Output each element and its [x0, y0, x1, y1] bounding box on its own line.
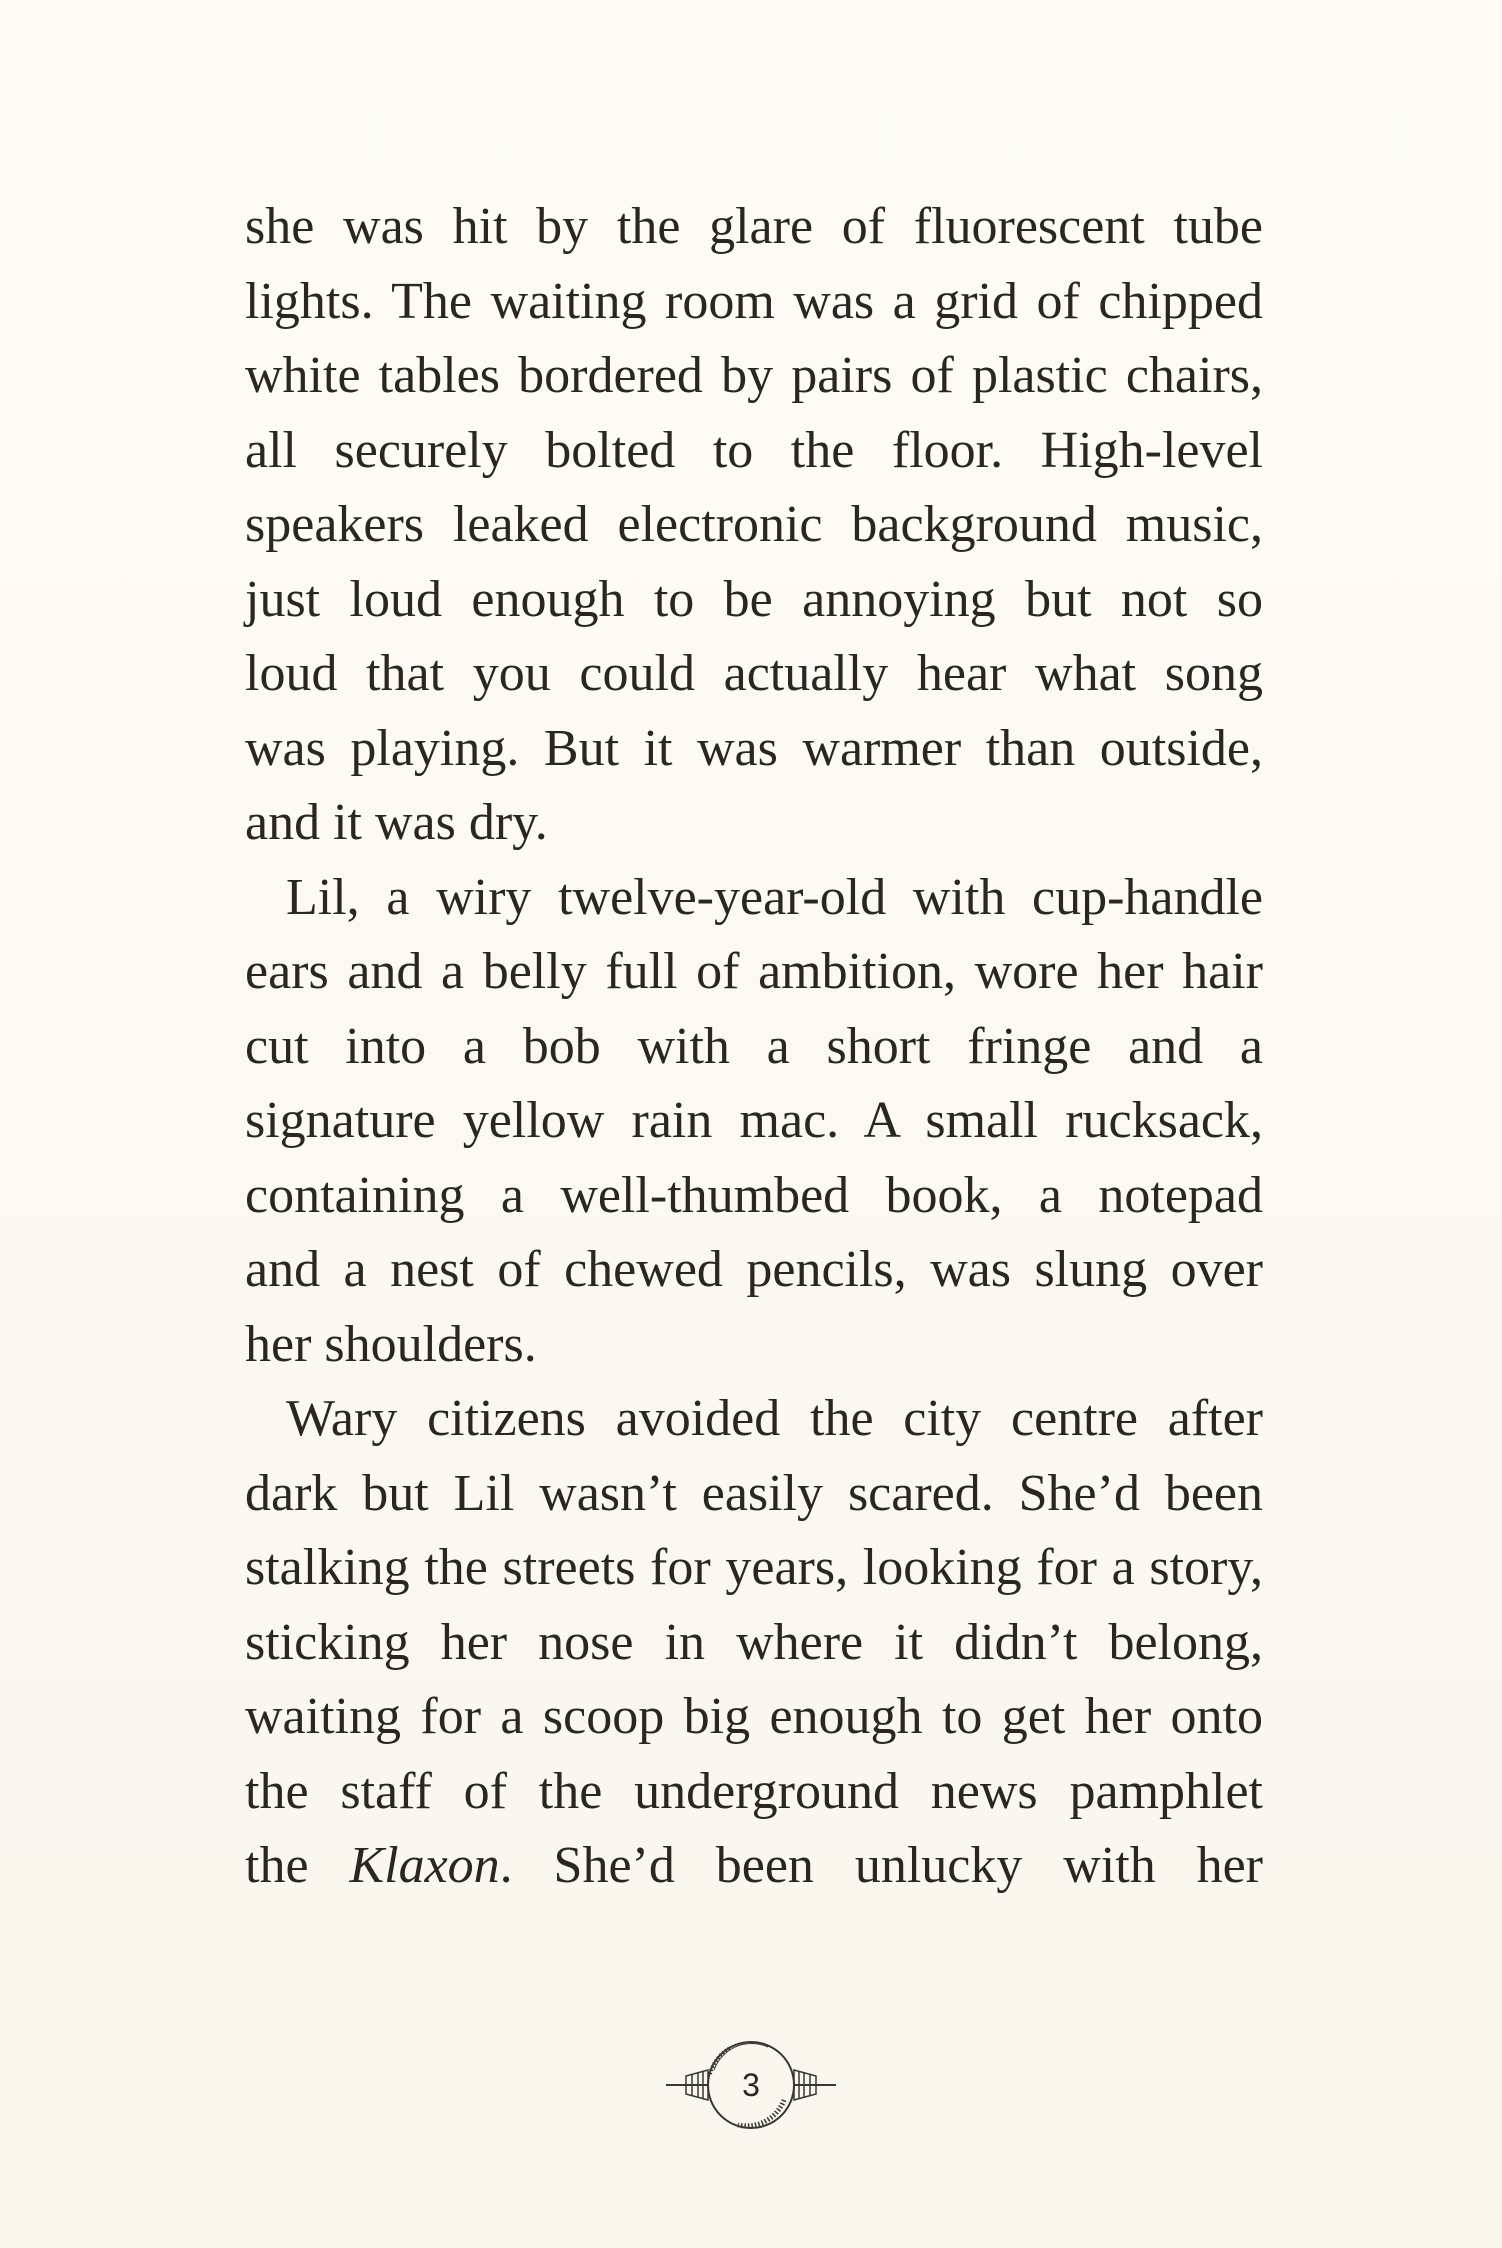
text-line: dark but Lil wasn’t easily scared. She’d been: [245, 1464, 1263, 1522]
text-line: was playing. But it was warmer than outside,: [245, 719, 1263, 777]
text-line: ears and a belly full of ambition, wore her hair: [245, 943, 1263, 1000]
italic-title: Klaxon: [349, 1837, 500, 1894]
text-line-with-italic: [245, 1829, 1263, 1904]
paragraph-first-line: Wary citizens avoided the city centre after: [286, 1390, 1263, 1447]
text-line: lights. The waiting room was a grid of chipped: [245, 272, 1263, 330]
page-number: 3: [742, 2067, 760, 2103]
text-line: stalking the streets for years, looking for a story,: [245, 1539, 1263, 1596]
text-line: white tables bordered by pairs of plastic chairs,: [245, 347, 1263, 404]
text-segment: . She’d been unlucky with her: [499, 1837, 1263, 1894]
text-line: waiting for a scoop big enough to get her onto: [245, 1688, 1263, 1745]
text-line: all securely bolted to the floor. High-level: [245, 421, 1263, 479]
text-line: her shoulders.: [245, 1315, 537, 1373]
text-line: sticking her nose in where it didn’t belong,: [245, 1613, 1263, 1671]
text-line: just loud enough to be annoying but not so: [245, 570, 1263, 628]
text-line: she was hit by the glare of fluorescent tube: [245, 198, 1263, 255]
text-line: cut into a bob with a short fringe and a: [245, 1017, 1263, 1075]
text-line: signature yellow rain mac. A small rucksack,: [245, 1092, 1263, 1149]
text-line: the staff of the underground news pamphlet: [245, 1762, 1263, 1820]
text-line: speakers leaked electronic background music,: [245, 496, 1263, 553]
text-line: containing a well-thumbed book, a notepad: [245, 1166, 1263, 1224]
body-text: [245, 190, 1263, 1904]
page-number-ornament: [648, 2030, 854, 2140]
text-line: loud that you could actually hear what song: [245, 645, 1263, 702]
text-segment: the: [245, 1837, 350, 1894]
paragraph-first-line: Lil, a wiry twelve-year-old with cup-handle: [286, 868, 1263, 926]
text-line: and a nest of chewed pencils, was slung over: [245, 1241, 1263, 1298]
text-line: and it was dry.: [245, 794, 548, 851]
